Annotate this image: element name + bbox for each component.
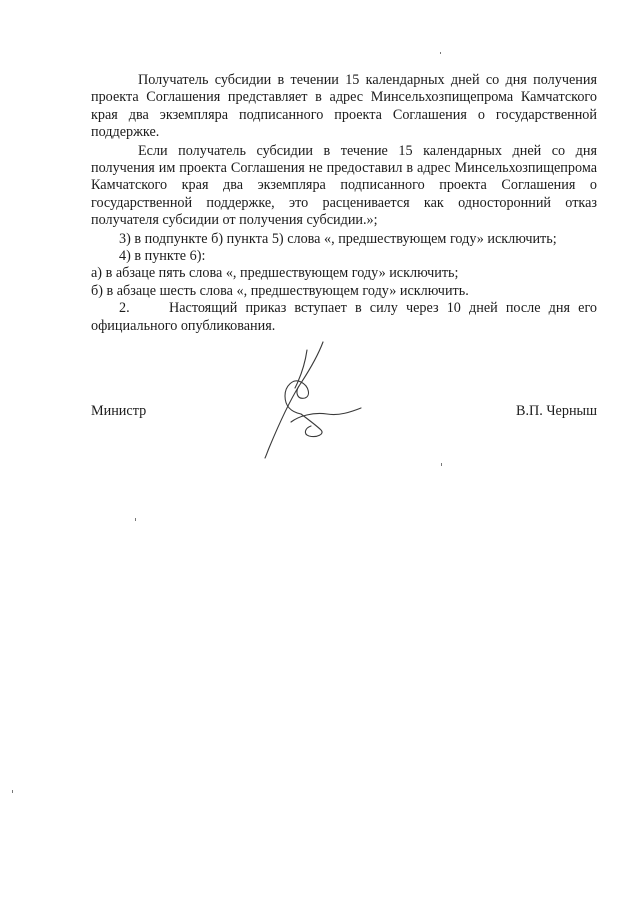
list-item-4b: б) в абзаце шесть слова «, предшествующем году» исключить.: [91, 282, 469, 299]
signatory-title: Министр: [91, 403, 147, 419]
handwritten-signature: [255, 340, 375, 460]
document-body: [91, 72, 597, 335]
scan-speck: [440, 52, 441, 54]
scan-speck: [135, 518, 136, 521]
clause-2-number: 2.: [119, 300, 130, 317]
list-item-4: 4) в пункте 6):: [119, 248, 206, 265]
signatory-name: В.П. Черныш: [515, 403, 597, 419]
clause-2-text: Настоящий приказ вступает в силу через 10 дней после дня его официального опубликования.: [91, 300, 597, 334]
list-item-3: 3) в подпункте б) пункта 5) слова «, предшествующем году» исключить;: [119, 230, 557, 247]
clause-2: [91, 300, 597, 335]
list-item-4a: а) в абзаце пять слова «, предшествующем году» исключить;: [91, 265, 459, 282]
paragraph-subsidy-agreement: Получатель субсидии в течении 15 календарных дней со дня получения проекта Соглашения представляет в адрес Минсельхозпищепрома Камчатского края два экземпляра подписанного проекта Соглашения о государственной поддержке.: [91, 72, 597, 141]
paragraph-refusal: Если получатель субсидии в течение 15 календарных дней со дня получения им проекта Соглашения не предоставил в адрес Минсельхозпищепрома Камчатского края два экземпляра подписанного проекта Соглашения о государственной поддержке, это расценивается как односторонний отказ получателя субсидии от получения субсидии.»;: [91, 142, 597, 229]
scan-speck: [12, 790, 13, 793]
scan-speck: [441, 463, 442, 466]
